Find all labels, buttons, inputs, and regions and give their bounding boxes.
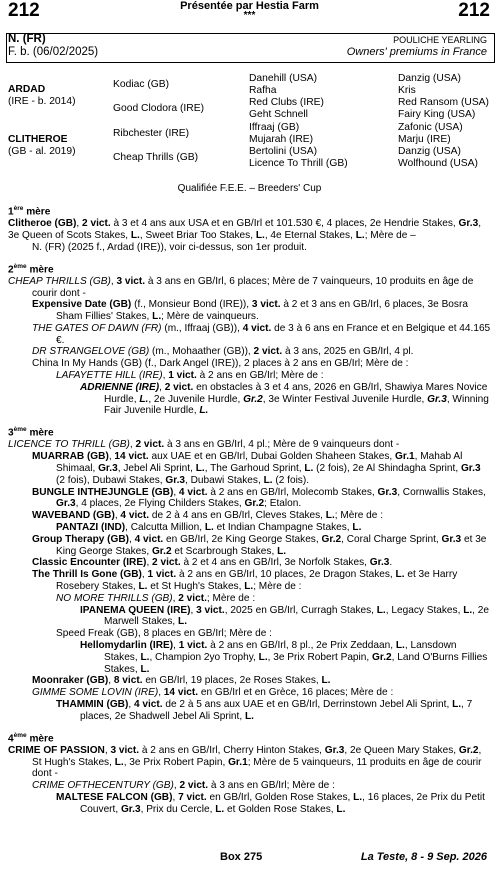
family-entry: Clitheroe (GB), 2 vict. à 3 et 4 ans aux USA et en GB/Irl et 101.530 €, 4 places, 2e Hendrie Stakes, Gr.3, 3e Queen of Scots Stakes, L., Sweet Briar Too Stakes, L., 4e Eternal Stakes, L.; Mère de – (8, 218, 481, 241)
family-notes (8, 198, 492, 815)
horse-details: F. b. (06/02/2025) (8, 46, 99, 58)
family-entry: Group Therapy (GB), 4 vict. en GB/Irl, 2e King George Stakes, Gr.2, Coral Charge Sprint, Gr.3 et 3e King George Stakes, Gr.2 et Scarbrough Stakes, L. (32, 533, 487, 557)
family-entry: LICENCE TO THRILL (GB), 2 vict. à 3 ans en GB/Irl, 4 pl.; Mère de 9 vainqueurs dont - (8, 439, 400, 451)
family-entry: Moonraker (GB), 8 vict. en GB/Irl, 19 places, 2e Roses Stakes, L. (32, 675, 331, 687)
family-entry: LAFAYETTE HILL (IRE), 1 vict. à 2 ans en GB/Irl; Mère de : (56, 370, 324, 382)
section-heading: 4ème mère (8, 731, 54, 744)
family-entry: CRIME OFTHECENTURY (GB), 2 vict. à 3 ans en GB/Irl; Mère de : (32, 780, 335, 792)
section-heading: 1ère mère (8, 205, 51, 218)
sire-details: (IRE - b. 2014) (8, 96, 76, 107)
ancestor-gen3: Licence To Thrill (GB) (249, 158, 348, 169)
lot-number: 212 (8, 0, 40, 21)
family-entry: Speed Freak (GB), 8 places en GB/Irl; Mère de : (56, 628, 272, 640)
ancestor-gen3: Geht Schnell (249, 109, 308, 120)
family-entry: THE GATES OF DAWN (FR) (m., Iffraaj (GB)), 4 vict. de 3 à 6 ans en France et en Belgique et 44.165 €. (32, 322, 491, 346)
sale-venue-date: La Teste, 8 - 9 Sep. 2026 (360, 851, 487, 863)
family-entry: Hellomydarlin (IRE), 1 vict. à 2 ans en GB/Irl, 8 pl., 2e Prix Zeddaan, L., Lansdown Stakes, L., Champion 2yo Trophy, L., 3e Prix Robert Papin, Gr.2, Land O'Burns Fillies Stakes, L. (80, 639, 488, 675)
granddam-maternal: Cheap Thrills (GB) (113, 152, 199, 163)
qualification-line: Qualifiée F.E.E. – Breeders' Cup (177, 183, 322, 194)
horse-name: N. (FR) (8, 33, 46, 45)
family-entry: PANTAZI (IND), Calcutta Million, L. et Indian Champagne Stakes, L. (56, 522, 362, 533)
ancestor-gen3: Red Clubs (IRE) (249, 97, 324, 108)
section-heading: 2ème mère (8, 262, 54, 275)
horse-category: POULICHE YEARLING (393, 35, 487, 45)
family-entry: ADRIENNE (IRE), 2 vict. en obstacles à 3 et 4 ans, 2026 en GB/Irl, Shawiya Mares Novice Hurdle, L., 2e Juvenile Hurdle, Gr.2, 3e Winter Festival Juvenile Hurdle, Gr.3, Winning Fair Juvenile Hurdle, L. (80, 381, 489, 417)
presenter-line: Présentée par Hestia Farm (180, 0, 319, 12)
grandsire-paternal: Kodiac (GB) (113, 79, 170, 90)
family-entry: THAMMIN (GB), 4 vict. de 2 à 5 ans aux UAE et en GB/Irl, Derrinstown Jebel Ali Sprint, L., 7 places, 2e Shadwell Jebel Ali Sprint, L. (56, 698, 473, 722)
dam-name: CLITHEROE (8, 134, 68, 145)
ancestor-gen4: Zafonic (USA) (398, 122, 463, 133)
ancestor-gen4: Marju (IRE) (398, 134, 451, 145)
family-entry: The Thrill Is Gone (GB), 1 vict. à 2 ans en GB/Irl, 10 places, 2e Dragon Stakes, L. et 3e Harry Rosebery Stakes, L. et St Hugh's Stakes, L.; Mère de : (32, 569, 458, 592)
lot-number-right: 212 (458, 0, 490, 21)
ancestor-gen3: Iffraaj (GB) (249, 122, 300, 133)
box-number: Box 275 (220, 851, 263, 863)
ancestor-gen4: Kris (398, 85, 416, 96)
ancestor-gen4: Danzig (USA) (398, 146, 461, 157)
family-entry: GIMME SOME LOVIN (IRE), 14 vict. en GB/Irl et en Grèce, 16 places; Mère de : (32, 687, 394, 699)
family-entry: DR STRANGELOVE (GB) (m., Mohaather (GB)), 2 vict. à 3 ans, 2025 en GB/Irl, 4 pl. (32, 346, 414, 358)
section-heading: 3ème mère (8, 426, 54, 439)
family-entry: Expensive Date (GB) (f., Monsieur Bond (IRE)), 3 vict. à 2 et 3 ans en GB/Irl, 6 places, 3e Bosra Sham Fillies' Stakes, L.; Mère de vainqueurs. (32, 299, 468, 323)
rating-stars: *** (243, 10, 256, 21)
sire-name: ARDAD (8, 84, 46, 95)
family-entry: WAVEBAND (GB), 4 vict. de 2 à 4 ans en GB/Irl, Cleves Stakes, L.; Mère de : (32, 510, 384, 522)
granddam-paternal: Good Clodora (IRE) (113, 103, 204, 114)
premiums-note: Owners' premiums in France (346, 46, 487, 58)
ancestor-gen3: Rafha (249, 85, 277, 96)
ancestor-gen4: Danzig (USA) (398, 73, 461, 84)
family-entry: N. (FR) (2025 f., Ardad (IRE)), voir ci-dessus, son 1er produit. (32, 241, 307, 253)
grandsire-maternal: Ribchester (IRE) (113, 128, 190, 139)
ancestor-gen3: Danehill (USA) (249, 73, 318, 84)
dam-details: (GB - al. 2019) (8, 146, 76, 157)
ancestor-gen3: Bertolini (USA) (249, 146, 318, 157)
ancestor-gen4: Red Ransom (USA) (398, 97, 489, 108)
family-entry: NO MORE THRILLS (GB), 2 vict.; Mère de : (56, 592, 256, 604)
family-entry: MUARRAB (GB), 14 vict. aux UAE et en GB/Irl, Dubai Golden Shaheen Stakes, Gr.1, Mahab Al Shimaal, Gr.3, Jebel Ali Sprint, L., The Garhoud Sprint, L. (2 fois), 2e Al Shindagha Sprint, Gr.3 (2 fois), Dubawi Stakes, Gr.3, Dubawi Stakes, L. (2 fois). (32, 451, 481, 486)
family-entry: CRIME OF PASSION, 3 vict. à 2 ans en GB/Irl, Cherry Hinton Stakes, Gr.3, 2e Queen Mary Stakes, Gr.2, St Hugh's Stakes, L., 3e Prix Robert Papin, Gr.1; Mère de 5 vainqueurs, 11 produits en âge de courir dont - (8, 744, 482, 780)
family-entry: China In My Hands (GB) (f., Dark Angel (IRE)), 2 places à 2 ans en GB/Irl; Mère de : (32, 358, 409, 370)
family-entry: IPANEMA QUEEN (IRE), 3 vict., 2025 en GB/Irl, Curragh Stakes, L., Legacy Stakes, L., 2e Marwell Stakes, L. (80, 604, 490, 628)
family-entry: BUNGLE INTHEJUNGLE (GB), 4 vict. à 2 ans en GB/Irl, Molecomb Stakes, Gr.3, Cornwallis Stakes, Gr.3, 4 places, 2e Flying Childers Stakes, Gr.2; Etalon. (32, 486, 486, 510)
ancestor-gen4: Wolfhound (USA) (398, 158, 478, 169)
family-entry: CHEAP THRILLS (GB), 3 vict. à 3 ans en GB/Irl, 6 places; Mère de 7 vainqueurs, 10 produits en âge de courir dont - (8, 275, 474, 299)
family-entry: MALTESE FALCON (GB), 7 vict. en GB/Irl, Golden Rose Stakes, L., 16 places, 2e Prix du Petit Couvert, Gr.3, Prix du Cercle, L. et Golden Rose Stakes, L. (56, 791, 485, 815)
family-entry: Classic Encounter (IRE), 2 vict. à 2 et 4 ans en GB/Irl, 3e Norfolk Stakes, Gr.3. (32, 557, 393, 569)
ancestor-gen3: Mujarah (IRE) (249, 134, 314, 145)
ancestor-gen4: Fairy King (USA) (398, 109, 476, 120)
